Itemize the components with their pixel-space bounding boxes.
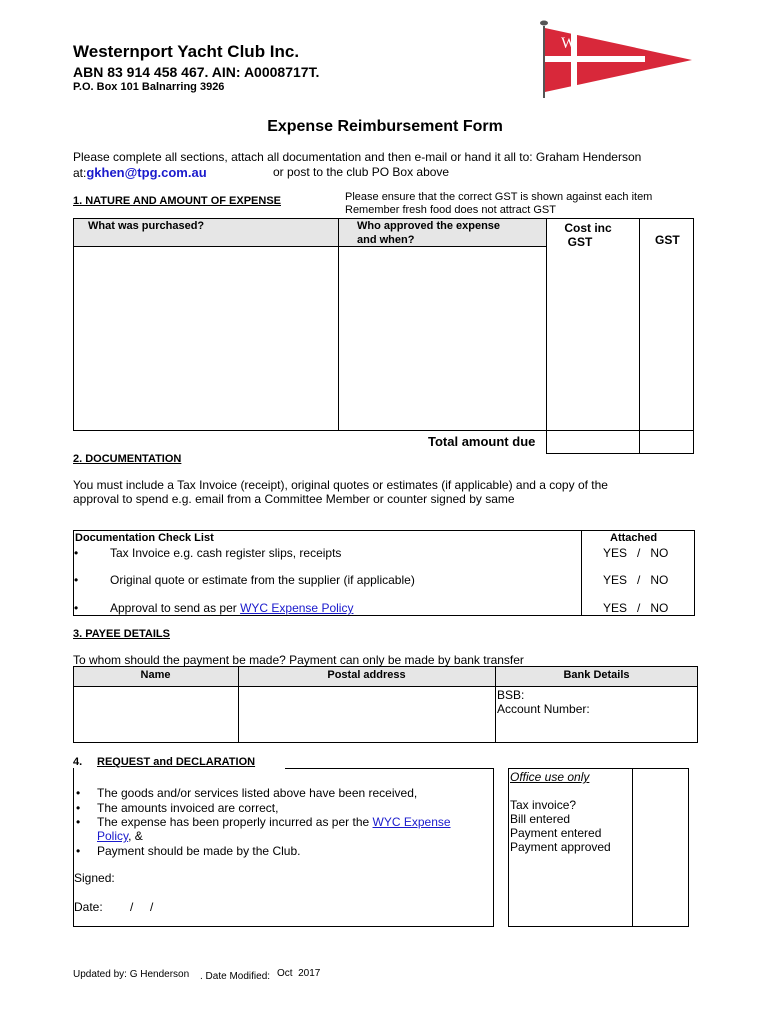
doc-bullet: • xyxy=(74,546,79,560)
office-item-tax-invoice: Tax invoice? xyxy=(510,798,577,812)
expense-col-divider-3 xyxy=(639,218,640,454)
page-title: Expense Reimbursement Form xyxy=(267,118,503,135)
office-item-payment-entered: Payment entered xyxy=(510,826,602,840)
documentation-text-1: You must include a Tax Invoice (receipt), original quotes or estimates (if applicable) and a copy of the xyxy=(73,478,608,492)
office-item-payment-approved: Payment approved xyxy=(510,840,611,854)
doc-item-1-yes-no[interactable]: YES / NO xyxy=(603,546,669,560)
doc-item-2-yes-no[interactable]: YES / NO xyxy=(603,573,669,587)
expense-col-divider-2 xyxy=(546,218,547,454)
bsb-label: BSB: xyxy=(497,688,525,702)
post-note: or post to the club PO Box above xyxy=(273,165,450,179)
decl-item-1: The goods and/or services listed above have been received, xyxy=(97,786,418,800)
col-who-approved-1: Who approved the expense xyxy=(357,220,501,232)
intro-at-prefix: at: xyxy=(73,166,87,180)
decl-bullet: • xyxy=(76,815,81,829)
col-who-approved-2: and when? xyxy=(357,234,415,246)
payee-question: To whom should the payment be made? Payment can only be made by bank transfer xyxy=(73,653,524,667)
doc-item-1: Tax Invoice e.g. cash register slips, receipts xyxy=(110,546,342,560)
total-amount-label: Total amount due xyxy=(428,434,536,449)
office-item-bill-entered: Bill entered xyxy=(510,812,571,826)
checklist-header: Documentation Check List xyxy=(75,532,214,544)
footer-updated-by: Updated by: G Henderson xyxy=(73,969,190,980)
col-cost-1: Cost inc xyxy=(564,221,612,235)
expense-col-divider-1 xyxy=(338,218,339,430)
decl-bullet: • xyxy=(76,786,81,800)
gst-note-2: Remember fresh food does not attract GST xyxy=(345,204,556,216)
col-cost-2: GST xyxy=(567,235,593,249)
doc-item-3-yes-no[interactable]: YES / NO xyxy=(603,601,669,615)
decl-bullet: • xyxy=(76,801,81,815)
expense-header-rule xyxy=(73,246,547,247)
col-what-purchased: What was purchased? xyxy=(88,220,205,232)
gst-note-1: Please ensure that the correct GST is shown against each item xyxy=(345,191,653,203)
section4-heading: REQUEST and DECLARATION xyxy=(97,756,256,768)
expense-table xyxy=(73,218,694,454)
footer-date-modified-label: . Date Modified: xyxy=(200,971,271,982)
office-divider xyxy=(632,768,633,927)
club-burgee-flag-logo xyxy=(535,18,695,98)
doc-checklist-divider xyxy=(581,530,582,616)
doc-bullet: • xyxy=(74,573,79,587)
documentation-text-2: approval to spend e.g. email from a Committee Member or counter signed by same xyxy=(73,492,515,506)
attached-header: Attached xyxy=(610,532,658,544)
payee-header-rule xyxy=(73,686,698,687)
doc-item-3: Approval to send as per xyxy=(110,601,241,615)
section4-number: 4. xyxy=(73,756,83,768)
decl-item-3: The expense has been properly incurred as per the xyxy=(97,815,373,829)
col-name: Name xyxy=(140,669,171,681)
section3-heading: 3. PAYEE DETAILS xyxy=(73,628,170,640)
abn-line: ABN 83 914 458 467. AIN: A0008717T. xyxy=(73,64,320,80)
email-link[interactable]: gkhen@tpg.com.au xyxy=(86,165,207,180)
office-use-title: Office use only xyxy=(510,770,590,784)
signed-label: Signed: xyxy=(74,871,115,885)
flag-letter: W xyxy=(561,35,577,52)
account-number-label: Account Number: xyxy=(497,702,590,716)
date-label: Date: xyxy=(74,900,103,914)
decl-item-4: Payment should be made by the Club. xyxy=(97,844,301,858)
wyc-expense-policy-link[interactable]: WYC Expense Policy xyxy=(240,601,354,615)
policy-link[interactable]: Policy xyxy=(97,829,129,843)
section2-heading: 2. DOCUMENTATION xyxy=(73,453,182,465)
doc-bullet: • xyxy=(74,601,79,615)
club-name: Westernport Yacht Club Inc. xyxy=(73,42,300,61)
section1-heading: 1. NATURE AND AMOUNT OF EXPENSE xyxy=(73,195,281,207)
po-box: P.O. Box 101 Balnarring 3926 xyxy=(73,81,225,93)
footer-date-value: Oct 2017 xyxy=(277,968,321,979)
decl-bullet: • xyxy=(76,844,81,858)
col-postal-address: Postal address xyxy=(327,669,406,681)
col-bank-details: Bank Details xyxy=(563,669,630,681)
decl-item-3-suffix: , & xyxy=(128,829,143,843)
col-gst: GST xyxy=(655,233,680,247)
intro-line: Please complete all sections, attach all documentation and then e-mail or hand it all to: Graham Henderson xyxy=(73,150,642,164)
date-slashes[interactable]: / / xyxy=(130,900,154,914)
decl-item-2: The amounts invoiced are correct, xyxy=(97,801,279,815)
doc-item-2: Original quote or estimate from the supplier (if applicable) xyxy=(110,573,415,587)
wyc-expense-link[interactable]: WYC Expense xyxy=(372,815,451,829)
